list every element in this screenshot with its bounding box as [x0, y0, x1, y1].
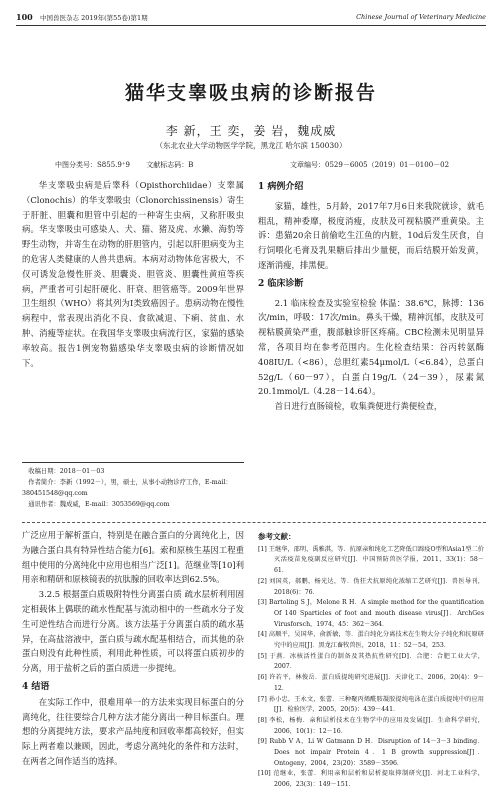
- footnote-received: 收稿日期：2018－01－03: [28, 468, 105, 475]
- references: [258, 532, 484, 791]
- running-header: [16, 12, 486, 26]
- document-code: 文献标志码：B: [146, 161, 194, 169]
- article-affiliation: （东北农业大学动物医学学院，黑龙江 哈尔滨 150030）: [155, 141, 347, 150]
- article-authors: 李 新，王 奕，姜 岩，魏成威: [165, 124, 337, 138]
- reference-item: [9] Rubb V A，Li W Gatmann D H．Disruption of 14－3－3 binding．Does not impair Protein 4．1 B growth suppression[J]．Ontogeny，2004，23(20)：3589－3596．: [258, 738, 484, 767]
- reference-item: [10] 范继业，张蕾．利用亲和层析和层析提取抑制研究[J]．河北工业科学，2006，23(3)：149－151．: [258, 770, 484, 789]
- section-2-2-paragraph: 首日进行直肠镜检，收集粪便进行粪便检查，: [274, 401, 443, 412]
- reference-item: [5] 于燕．冰核活性蛋白的制备及其热抗性研究[D]．合肥：合肥工业大学，2007．: [258, 652, 484, 671]
- reference-item: [6] 许若平，林俊岳．蛋白质提纯研究进展[J]．天津化工，2006，20(4)：9－12．: [258, 674, 484, 692]
- section-4-heading: 4 结语: [22, 681, 50, 692]
- reference-item: [7] 孙小忠，王永文，张蕾．三种聚丙烯酰胺凝胶提纯电泳在蛋白质提纯中的应用[J]．检验医学，2005，20(5)：439－441．: [258, 695, 484, 714]
- section-2-heading: 2 临床诊断: [258, 278, 304, 289]
- intro-paragraph: 华支睾吸虫病是后睾科（Opisthorchiidae）支睾属（Clonochis）的华支睾吸虫（Clonorchissinensis）寄生于肝脏、胆囊和胆管中引起的一种寄生虫病，又称肝吸虫病。华支睾吸虫可感染人、犬、猫、猪及虎、水獭、海豹等野生动物，并寄生在动物的肝胆管内，引起以肝胆病变为主的危害人类健康的人兽共患病。本病对动物体危害极大，不仅可诱发急慢性肝炎、胆囊炎、胆管炎、胆囊性黄疸等疾病，严重者可引起肝硬化、肝衰、胆管癌等。2009年世界卫生组织（WHO）将其列为Ⅰ类致癌因子。患病动物在慢性病程中，常表现出消化不良、食欲减退、下痢、贫血、水肿、消瘦等症状。在我国华支睾吸虫病流行区，家猫的感染率较高。报告1例宠物猫感染华支睾吸虫病的诊断情况如下。: [22, 180, 244, 368]
- section-2-1-paragraph: 2.1 临床检查及实验室检验 体温：38.6℃，脉搏：136次/min，呼吸：17次/min。鼻头干燥，精神沉郁，皮肤及可视粘膜黄染严重，腹部触诊肝区疼痛。CBC检测未见明显异常，各项目均在参考范围内。生化检查结果：谷丙转氨酶408IU/L（<86），总胆红素54μmol/L（<6.84），总蛋白52g/L（60－97），白蛋白19g/L（24－39），尿素氮20.1mmol/L（4.28－14.64）。: [258, 297, 484, 397]
- header-rule: [16, 25, 486, 26]
- section-1-paragraph: 家猫，雄性，5月龄，2017年7月6日来我院就诊，就毛粗乱，精神委靡，极度消瘦，皮肤及可视粘膜严重黄染。主诉：患猫20余日前偷吃生江鱼的内脏，10d后发生厌食，自行饲喂化毛膏及乳果糖后排出少量便，而后结膜开始发黄，逐渐消瘦，排黑便。: [258, 200, 484, 270]
- classification-line: [55, 160, 207, 170]
- journal-english-name: Chinese Journal of Veterinary Medicine: [356, 13, 486, 21]
- section-4-paragraph: 在实际工作中，很难用单一的方法来实现目标蛋白的分离纯化，往往要综合几种方法才能分离出一种目标蛋白。理想的分离提纯方法，要求产品纯度和回收率都高较好，但实际上两者难以兼顾，因此，考虑分离纯化的条件和方法时，在两者之间作适当的选择。: [22, 696, 244, 766]
- right-column-top: [258, 180, 484, 414]
- reference-item: [8] 李松，杨梅．亲和层析技术在生物学中的应用及发展[J]．生命科学研究，2006，10(1)：12－16．: [258, 716, 484, 735]
- reference-item: [3] Bartoling S J，Melone R H．A simple method for the quantification Of 140 Sparticles of foot and mouth disease virus[J]．ArchGes Virusforsch，1974，45：362－364．: [258, 599, 484, 628]
- left-column-top: [22, 178, 244, 370]
- continued-paragraph: 广泛应用于解析蛋白，特别是在融合蛋白的分离纯化上，因为融合蛋白具有特异性结合能力[6]。索和原核生基因工程重组中使用的分离纯化中应用也相当广泛[1]。范继业等[10]利用亲和精研和原核镜表的抗肽腺的回收率达到62.5%。: [22, 530, 244, 585]
- journal-issue: 中国兽医杂志 2019年(第55卷)第1期: [40, 14, 148, 22]
- article-id-line: [290, 160, 463, 170]
- article-divider: [22, 522, 486, 523]
- footnote-author: 作者简介：李新（1992－），男，硕士，从事小动物诊疗工作，E-mail：380451548@qq.com: [22, 479, 232, 497]
- footnotes: [22, 462, 244, 510]
- page-number: 100: [16, 12, 33, 22]
- section-1-heading: 1 病例介绍: [258, 182, 304, 192]
- reference-item: [2] 刘国英，郝鹏，杨光达，等．伪狂犬抗原纯化浓缩工艺研究[J]．兽医导刊，2018(6)：76．: [258, 577, 484, 596]
- clc-number: 中图分类号：S855.9⁺9: [55, 161, 130, 169]
- references-heading: 参考文献：: [258, 532, 296, 541]
- section-3-2-5: 3.2.5 根据蛋白质吸附特性分离蛋白质 疏水层析利用固定相载体上偶联的疏水性配基与流动相中的一些疏水分子发生可逆性结合而进行分离。该方法基于分离蛋白质的疏水基异，在高盐溶液中，蛋白质与疏水配基相结合，而其他的杂蛋白则没有此种性质，利用此种性质，可以将蛋白质初步的分离，用于盐析之后的蛋白质进一步提纯。: [22, 589, 244, 674]
- reference-item: [1] 王继华，邵明，禹雅淇，等．抗原亲和纯化工艺降低口蹄疫O型和Asia1型二价灭活疫苗免疫副反应研究[J]．中国预防兽医学报，2011，33(1)：58－61．: [258, 545, 484, 575]
- footnote-corresponding: 通讯作者：魏成威，E-mail：3053569@qq.com: [28, 501, 170, 508]
- left-column-bottom: [22, 528, 244, 769]
- article-title: 猫华支睾吸虫病的诊断报告: [124, 82, 377, 104]
- reference-item: [4] 高顺平，吴国华，俞新敏，等．蛋白纯化分离技术在生物大分子纯化和抗原研究中的应用[J]．黑龙江畜牧兽医，2018，11：52－54，253．: [258, 631, 484, 650]
- article-id: 文章编号：0529－6005（2019）01－0100－02: [290, 161, 450, 169]
